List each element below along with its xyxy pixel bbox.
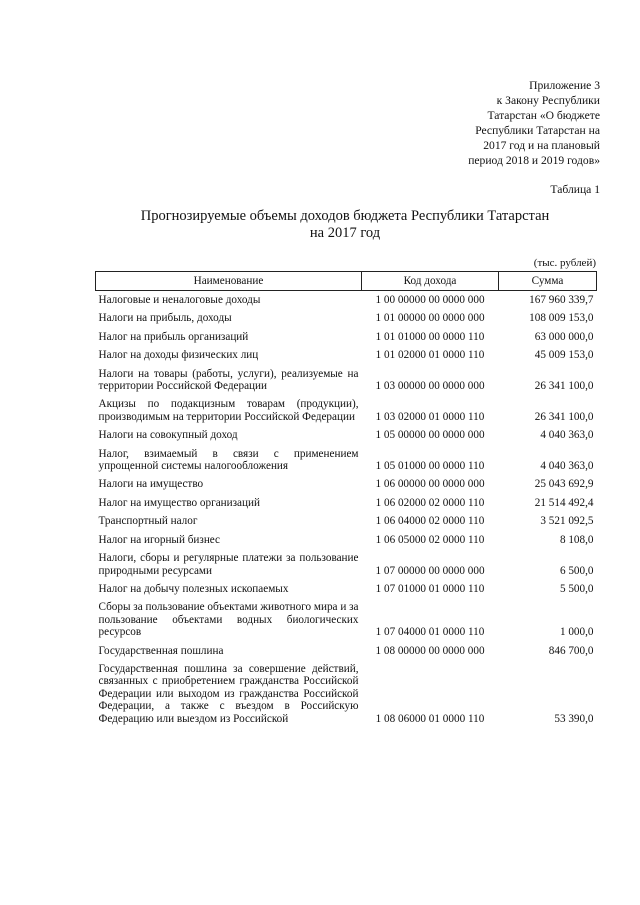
cell-sum: 26 341 100,0 (534, 410, 594, 423)
cell-code: 1 01 02000 01 0000 110 (375, 349, 485, 362)
cell-name: Транспортный налог (98, 515, 198, 528)
cell-sum: 4 040 363,0 (540, 460, 594, 473)
cell-code: 1 07 01000 01 0000 110 (375, 582, 485, 595)
cell-name: Налоги на имущество (98, 478, 204, 491)
cell-sum: 8 108,0 (559, 533, 594, 546)
cell-name: Налоги на совокупный доход (98, 429, 238, 442)
table-row (96, 365, 597, 396)
table-row (96, 494, 597, 512)
cell-name: Налоговые и неналоговые доходы (98, 294, 261, 306)
title-line-2: на 2017 год (309, 225, 381, 241)
cell-name: Налог на добычу полезных ископаемых (98, 582, 289, 595)
cell-sum: 5 500,0 (559, 582, 594, 595)
cell-sum: 21 514 492,4 (534, 496, 594, 509)
table-row (96, 580, 597, 598)
table-row (96, 426, 597, 444)
table-row (96, 531, 597, 549)
cell-name: Налоги на товары (работы, услуги), реализуемые на территории Российской Федерации (98, 367, 359, 393)
appendix-line: Татарстан «О бюджете (487, 109, 600, 122)
cell-name: Налог на доходы физических лиц (98, 349, 259, 362)
revenue-table (95, 271, 597, 728)
cell-name: Налог на игорный бизнес (98, 533, 221, 546)
appendix-line: к Закону Республики (496, 94, 600, 107)
table-row (96, 642, 597, 660)
cell-sum: 1 000,0 (559, 626, 594, 639)
appendix-line: Республики Татарстан на (475, 124, 600, 137)
cell-name: Налог на прибыль организаций (98, 330, 249, 343)
cell-code: 1 06 05000 02 0000 110 (375, 533, 485, 546)
cell-name: Налоги на прибыль, доходы (98, 312, 232, 325)
table-row (96, 549, 597, 580)
cell-code: 1 06 00000 00 0000 000 (375, 478, 485, 491)
cell-sum: 108 009 153,0 (529, 312, 594, 325)
table-row (96, 291, 597, 310)
cell-sum: 846 700,0 (548, 644, 594, 657)
cell-name: Государственная пошлина (98, 644, 224, 657)
cell-sum: 167 960 339,7 (529, 294, 594, 306)
cell-code: 1 01 00000 00 0000 000 (375, 312, 485, 325)
cell-name: Налоги, сборы и регулярные платежи за пользование природными ресурсами (98, 552, 359, 577)
cell-code: 1 06 02000 02 0000 110 (375, 496, 485, 509)
cell-code: 1 03 00000 00 0000 000 (375, 380, 485, 393)
cell-sum: 3 521 092,5 (540, 515, 594, 528)
cell-sum: 26 341 100,0 (534, 380, 594, 393)
cell-code: 1 01 01000 00 0000 110 (375, 330, 485, 343)
cell-sum: 6 500,0 (559, 564, 594, 577)
table-row (96, 475, 597, 493)
title-line-1: Прогнозируемые объемы доходов бюджета Республики Татарстан (140, 208, 550, 224)
cell-name: Государственная пошлина за совершение действий, связанных с приобретением гражданства Российской Федерации или выходом из гражданства Российской Федерации, а также с въездом в Российскую Федерацию или выездом из Российской (98, 662, 359, 725)
table-number-label: Таблица 1 (550, 183, 600, 196)
units-label: (тыс. рублей) (533, 257, 596, 269)
table-row (96, 445, 597, 476)
cell-sum: 53 390,0 (554, 712, 594, 725)
cell-name: Сборы за пользование объектами животного мира и за пользование объектами водных биологических ресурсов (98, 601, 359, 639)
table-body (96, 291, 597, 728)
table-row (96, 512, 597, 530)
cell-sum: 4 040 363,0 (540, 429, 594, 442)
cell-name: Налог на имущество организаций (98, 496, 260, 509)
header-code: Код дохода (362, 272, 499, 291)
table-header-row (96, 272, 597, 291)
appendix-line: 2017 год и на плановый (483, 139, 600, 152)
cell-code: 1 06 04000 02 0000 110 (375, 515, 485, 528)
cell-code: 1 00 00000 00 0000 000 (375, 294, 485, 306)
table-row (96, 309, 597, 327)
header-sum: Сумма (499, 272, 597, 291)
cell-code: 1 08 00000 00 0000 000 (375, 644, 485, 657)
cell-code: 1 03 02000 01 0000 110 (375, 410, 485, 423)
cell-code: 1 05 00000 00 0000 000 (375, 429, 485, 442)
table-row (96, 346, 597, 364)
table-row (96, 395, 597, 426)
cell-sum: 63 000 000,0 (534, 330, 594, 343)
cell-sum: 45 009 153,0 (534, 349, 594, 362)
table-row (96, 598, 597, 641)
page-title (95, 208, 595, 242)
cell-sum: 25 043 692,9 (534, 478, 594, 491)
cell-code: 1 08 06000 01 0000 110 (375, 712, 485, 725)
cell-name: Налог, взимаемый в связи с применением упрощенной системы налогообложения (98, 447, 359, 473)
cell-code: 1 05 01000 00 0000 110 (375, 460, 485, 473)
appendix-line: Приложение 3 (529, 79, 600, 92)
cell-code: 1 07 04000 01 0000 110 (375, 626, 485, 639)
table-row (96, 660, 597, 728)
appendix-line: период 2018 и 2019 годов» (468, 154, 600, 167)
cell-code: 1 07 00000 00 0000 000 (375, 564, 485, 577)
header-name: Наименование (96, 272, 362, 291)
table-row (96, 328, 597, 346)
cell-name: Акцизы по подакцизным товарам (продукции), производимым на территории Российской Федерации (98, 398, 359, 423)
appendix-reference (360, 78, 600, 168)
